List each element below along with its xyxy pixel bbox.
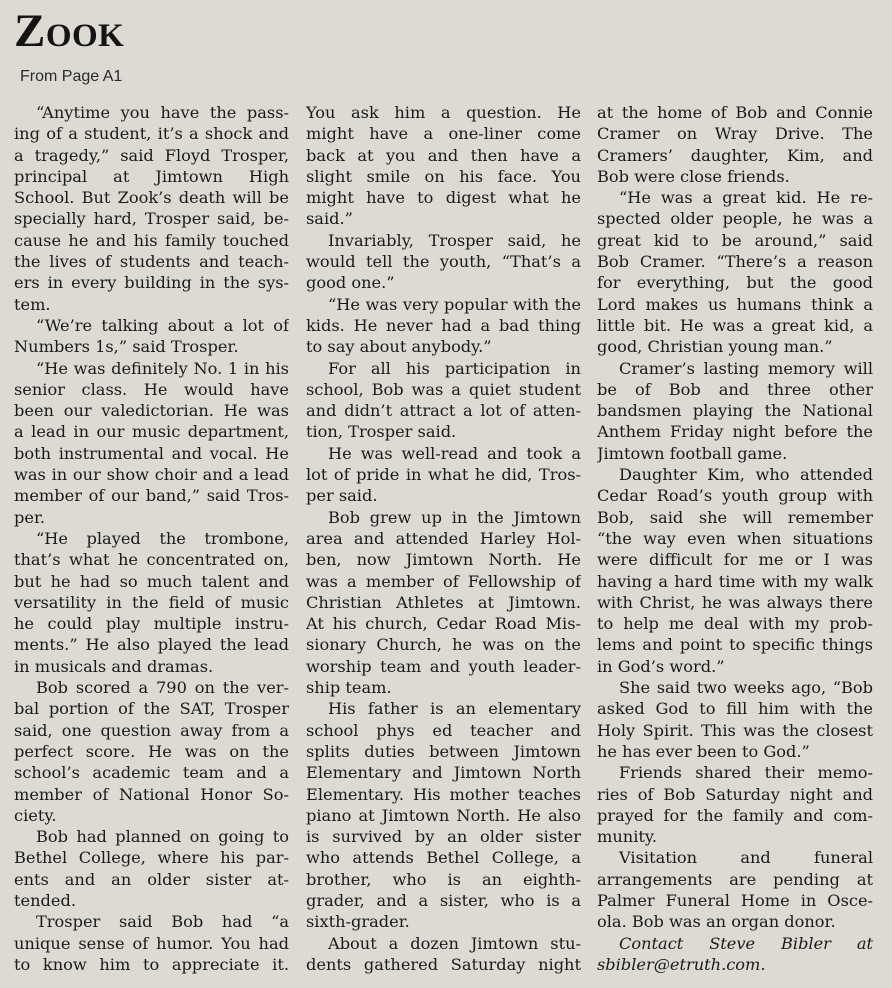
headline: Zook (14, 5, 125, 57)
article-line: Bob were close friends. (597, 166, 790, 186)
article-line: the lives of students and teach- (14, 252, 289, 272)
article-line: He was well-read and took a (328, 443, 581, 463)
article-line: prayed for the family and com- (597, 805, 873, 825)
article-column-3 (597, 102, 873, 975)
article-line: ents and an older sister at- (14, 869, 289, 889)
article-line: ments.” He also played the lead (14, 635, 289, 655)
article-line: lems and point to specific things (597, 635, 873, 655)
article-line: Cramers’ daughter, Kim, and (597, 145, 873, 165)
jump-line: From Page A1 (20, 68, 123, 85)
article-line: great kid to be around,” said (597, 230, 873, 250)
article-line: with Christ, he was always there (597, 592, 873, 612)
article-line: member of our band,” said Tros- (14, 486, 289, 506)
article-line: versatility in the field of music (14, 592, 289, 612)
article-line: would tell the youth, “That’s a (306, 252, 581, 272)
article-line: ciety. (14, 805, 57, 825)
article-line: Visitation and funeral (619, 848, 873, 868)
article-line: worship team and youth leader- (306, 656, 581, 676)
article-line: arrangements are pending at (597, 869, 873, 889)
article-line: to know him to appreciate it. (14, 954, 289, 974)
article-column-1 (14, 102, 289, 975)
article-line: for everything, but the good (597, 273, 873, 293)
article-line: “We’re talking about a lot of (36, 315, 289, 335)
article-line: Elementary. His mother teaches (306, 784, 581, 804)
article-line: is survived by an older sister (306, 827, 581, 847)
article-line: who attends Bethel College, a (306, 848, 581, 868)
article-line: ries of Bob Saturday night and (597, 784, 873, 804)
article-line: “He was very popular with the (328, 294, 581, 314)
article-line: and didn’t attract a lot of atten- (306, 401, 581, 421)
article-line: been our valedictorian. He was (14, 401, 289, 421)
article-line: he could play multiple instru- (14, 614, 289, 634)
article-line: dents gathered Saturday night (306, 954, 581, 974)
article-line: little bit. He was a great kid, a (597, 315, 873, 335)
article-line: Friends shared their memo- (619, 763, 873, 783)
article-line: per said. (306, 486, 378, 506)
article-line: “He was a great kid. He re- (619, 188, 873, 208)
article-line: Lord makes us humans think a (597, 294, 873, 314)
article-line: to say about anybody.” (306, 337, 492, 357)
article-line: ola. Bob was an organ donor. (597, 912, 836, 932)
article-line: You ask him a question. He (306, 103, 581, 122)
article-line: slight smile on his face. You (306, 166, 581, 186)
article-line: principal at Jimtown High (14, 166, 289, 186)
article-line: brother, who is an eighth- (306, 869, 581, 889)
article-line: sixth-grader. (306, 912, 410, 932)
article-line: ing of a student, it’s a shock and (14, 124, 289, 144)
article-line: grader, and a sister, who is a (306, 890, 581, 910)
article-line: good one.” (306, 273, 395, 293)
article-line: Holy Spirit. This was the closest (597, 720, 873, 740)
article-line: both instrumental and vocal. He (14, 443, 289, 463)
article-line: sionary Church, he was on the (306, 635, 581, 655)
article-line: in God’s word.” (597, 656, 725, 676)
article-line: For all his participation in (328, 358, 581, 378)
article-line: cause he and his family touched (14, 230, 289, 250)
article-line: tion, Trosper said. (306, 422, 457, 442)
article-line: back at you and then have a (306, 145, 581, 165)
article-line: that’s what he concentrated on, (14, 550, 289, 570)
article-column-2 (306, 102, 581, 975)
article-line: in musicals and dramas. (14, 656, 214, 676)
article-line: school’s academic team and a (14, 763, 289, 783)
article-line: Bob scored a 790 on the ver- (36, 678, 289, 698)
article-line: splits duties between Jimtown (306, 741, 581, 761)
article-line: ship team. (306, 678, 392, 698)
article-line: Invariably, Trosper said, he (328, 230, 581, 250)
article-line: “He played the trombone, (36, 528, 289, 548)
article-line: to help me deal with my prob- (597, 614, 873, 634)
article-line: having a hard time with my walk (597, 571, 873, 591)
article-line: munity. (597, 827, 658, 847)
article-line: Bob, said she will remember (597, 507, 873, 527)
article-line: was a member of Fellowship of (306, 571, 581, 591)
article-line: good, Christian young man.” (597, 337, 833, 357)
article-line: Palmer Funeral Home in Osce- (597, 890, 873, 910)
article-line: Bob had planned on going to (36, 827, 289, 847)
article-line: Cramer on Wray Drive. The (597, 124, 873, 144)
article-line: might have a one-liner come (306, 124, 581, 144)
article-line: Cramer’s lasting memory will (619, 358, 873, 378)
article-line: Anthem Friday night before the (597, 422, 873, 442)
article-line: Contact Steve Bibler at (619, 933, 873, 953)
article-line: ben, now Jimtown North. He (306, 550, 581, 570)
article-line: might have to digest what he (306, 188, 581, 208)
article-line: kids. He never had a bad thing (306, 315, 581, 335)
article-line: She said two weeks ago, “Bob (619, 678, 873, 698)
article-line: lot of pride in what he did, Tros- (306, 465, 581, 485)
article-line: school, Bob was a quiet student (306, 379, 581, 399)
article-line: Bob grew up in the Jimtown (328, 507, 581, 527)
article-line: piano at Jimtown North. He also (306, 805, 581, 825)
article-line: spected older people, he was a (597, 209, 873, 229)
article-line: at the home of Bob and Connie (597, 103, 873, 122)
article-line: senior class. He would have (14, 379, 289, 399)
article-line: Jimtown football game. (597, 443, 788, 463)
article-line: be of Bob and three other (597, 379, 873, 399)
article-line: perfect score. He was on the (14, 741, 289, 761)
article-line: sbibler@etruth.com. (597, 954, 766, 974)
article-line: At his church, Cedar Road Mis- (306, 614, 581, 634)
article-line: tem. (14, 294, 51, 314)
article-line: ers in every building in the sys- (14, 273, 289, 293)
article-line: “the way even when situations (597, 528, 873, 548)
article-line: Cedar Road’s youth group with (597, 486, 873, 506)
article-line: School. But Zook’s death will be (14, 188, 289, 208)
article-line: per. (14, 507, 46, 527)
article-line: About a dozen Jimtown stu- (328, 933, 581, 953)
article-line: said.” (306, 209, 353, 229)
article-line: “He was definitely No. 1 in his (36, 358, 289, 378)
article-line: tended. (14, 890, 76, 910)
article-line: was in our show choir and a lead (14, 465, 289, 485)
article-line: Bethel College, where his par- (14, 848, 289, 868)
article-line: school phys ed teacher and (306, 720, 581, 740)
article-line: Numbers 1s,” said Trosper. (14, 337, 239, 357)
article-line: said, one question away from a (14, 720, 289, 740)
article-line: unique sense of humor. You had (14, 933, 289, 953)
article-line: Elementary and Jimtown North (306, 763, 581, 783)
article-line: he has ever been to God.” (597, 741, 810, 761)
article-line: bal portion of the SAT, Trosper (14, 699, 289, 719)
article-line: specially hard, Trosper said, be- (14, 209, 289, 229)
article-line: “Anytime you have the pass- (36, 103, 289, 122)
article-line: bandsmen playing the National (597, 401, 873, 421)
article-line: Bob Cramer. “There’s a reason (597, 252, 873, 272)
article-line: Christian Athletes at Jimtown. (306, 592, 581, 612)
article-line: asked God to fill him with the (597, 699, 873, 719)
article-line: member of National Honor So- (14, 784, 289, 804)
article-line: Trosper said Bob had “a (36, 912, 289, 932)
article-line: but he had so much talent and (14, 571, 289, 591)
article-line: were difficult for me or I was (597, 550, 873, 570)
article-line: a tragedy,” said Floyd Trosper, (14, 145, 289, 165)
article-line: His father is an elementary (328, 699, 581, 719)
article-line: a lead in our music department, (14, 422, 289, 442)
article-line: area and attended Harley Hol- (306, 528, 581, 548)
article-line: Daughter Kim, who attended (619, 465, 873, 485)
